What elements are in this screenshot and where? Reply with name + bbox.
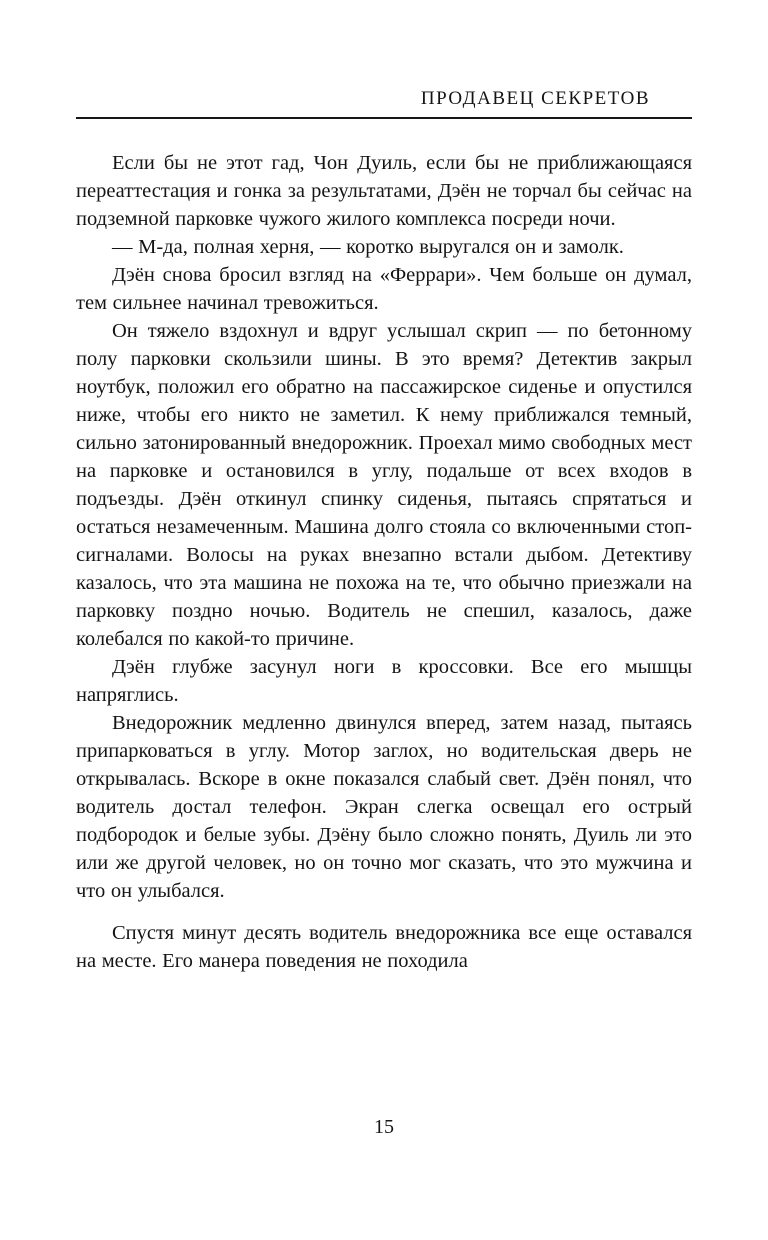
paragraph-1: Если бы не этот гад, Чон Дуиль, если бы не приближающаяся переаттестация и гонка за результатами, Дэён не торчал бы сейчас на подземной парковке чужого жилого комплекса посреди ночи. — [76, 152, 692, 230]
paragraph-5: Дэён глубже засунул ноги в кроссовки. Все его мышцы напряглись. — [76, 656, 692, 706]
paragraph-4: Он тяжело вздохнул и вдруг услышал скрип — по бетонному полу парковки скользили шины. В это время? Детектив закрыл ноутбук, положил его обратно на пассажирское сиденье и опустился ниже, чтобы его никто не заметил. К нему приближался темный, сильно затонированный внедорожник. Проехал мимо свободных мест на парковке и остановился в углу, подальше от всех входов в подъезды. Дэён откинул спинку сиденья, пытаясь спрятаться и остаться незамеченным. Машина долго стояла со включенными стоп-сигналами. Волосы на руках внезапно встали дыбом. Детективу казалось, что эта машина не похожа на те, что обычно приезжали на парковку поздно ночью. Водитель не спешил, казалось, даже колебался по какой-то причине. — [76, 320, 692, 650]
running-head-title: ПРОДАВЕЦ СЕКРЕТОВ — [76, 88, 692, 119]
text-column — [76, 88, 692, 975]
page-number: 15 — [374, 1116, 394, 1138]
body-text — [76, 149, 692, 975]
paragraph-2: — М-да, полная херня, — коротко выругался он и замолк. — [112, 236, 624, 258]
paragraph-3: Дэён снова бросил взгляд на «Феррари». Чем больше он думал, тем сильнее начинал тревожиться. — [76, 264, 692, 314]
paragraph-6: Внедорожник медленно двинулся вперед, затем назад, пытаясь припарковаться в углу. Мотор заглох, но водительская дверь не открывалась. Вскоре в окне показался слабый свет. Дэён понял, что водитель достал телефон. Экран слегка освещал его острый подбородок и белые зубы. Дэёну было сложно понять, Дуиль ли это или же другой человек, но он точно мог сказать, что это мужчина и что он улыбался. — [76, 712, 692, 902]
paragraph-7: Спустя минут десять водитель внедорожника все еще оставался на месте. Его манера поведения не походила — [76, 922, 692, 972]
